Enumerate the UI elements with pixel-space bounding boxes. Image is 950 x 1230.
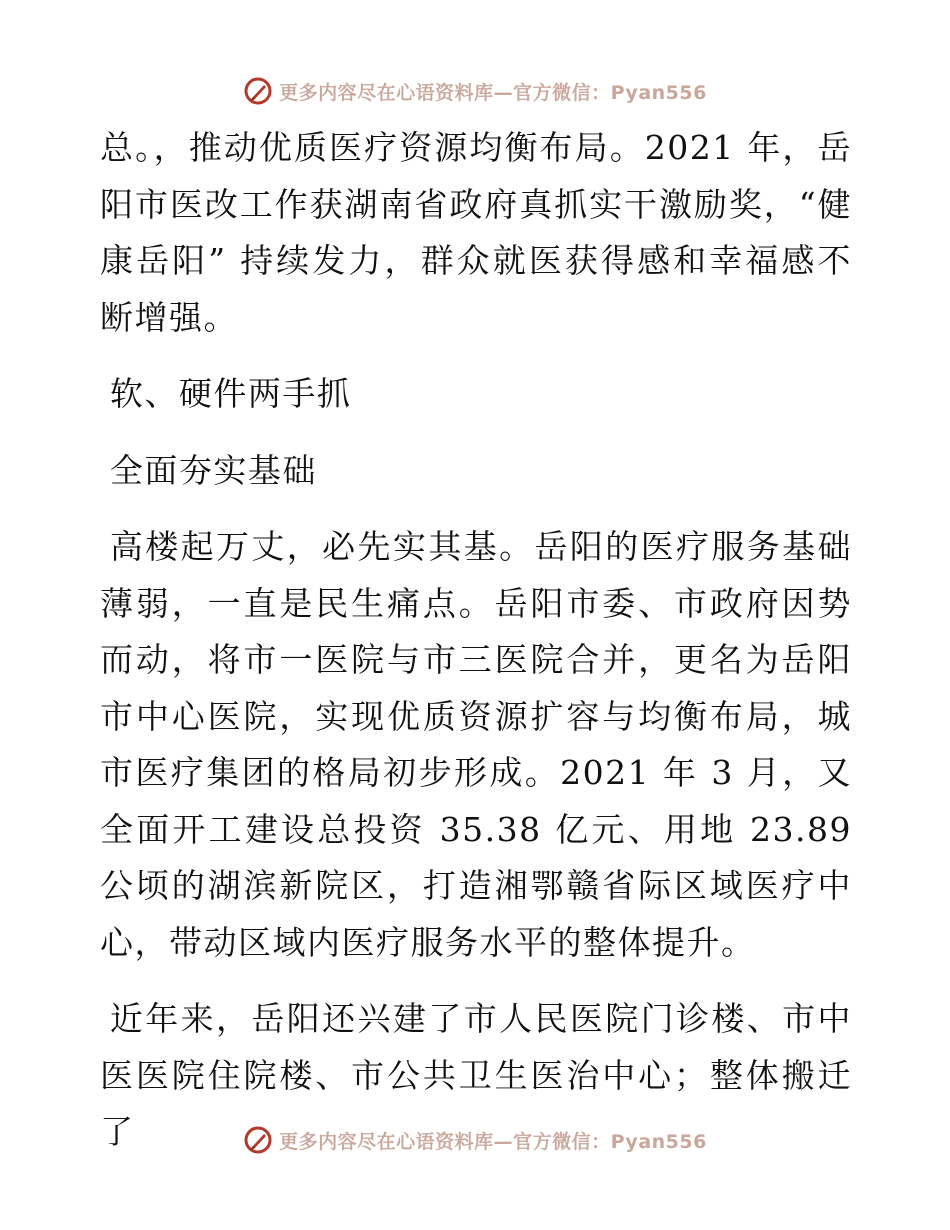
watermark-text: 更多内容尽在心语资料库—官方微信：Pyan556 [279, 81, 707, 104]
section-heading-1: 软、硬件两手抓 [109, 374, 352, 413]
section-heading-2: 全面夯实基础 [109, 450, 317, 490]
watermark-text: 更多内容尽在心语资料库—官方微信：Pyan556 [279, 1130, 707, 1153]
quill-pen-circle-icon [243, 76, 273, 106]
footer-watermark [0, 1120, 950, 1160]
paragraph-1: 总。，推动优质医疗资源均衡布局。2021 年，岳阳市医改工作获湖南省政府真抓实干激励奖，“健康岳阳” 持续发力，群众就医获得感和幸福感不断增强。 [100, 128, 852, 337]
header-watermark [0, 71, 950, 111]
quill-pen-circle-icon [243, 1125, 273, 1155]
paragraph-3: 近年来，岳阳还兴建了市人民医院门诊楼、市中医医院住院楼、市公共卫生医治中心；整体搬迁了 [100, 999, 852, 1151]
paragraph-2: 高楼起万丈，必先实其基。岳阳的医疗服务基础薄弱，一直是民生痛点。岳阳市委、市政府因势而动，将市一医院与市三医院合并，更名为岳阳市中心医院，实现优质资源扩容与均衡布局，城市医疗集团的格局初步形成。2021 年 3 月，又全面开工建设总投资 35.38 亿元、用地 23.89 公顷的湖滨新院区，打造湘鄂赣省际区域医疗中心，带动区域内医疗服务水平的整体提升。 [100, 527, 852, 962]
document-body [100, 120, 852, 1161]
